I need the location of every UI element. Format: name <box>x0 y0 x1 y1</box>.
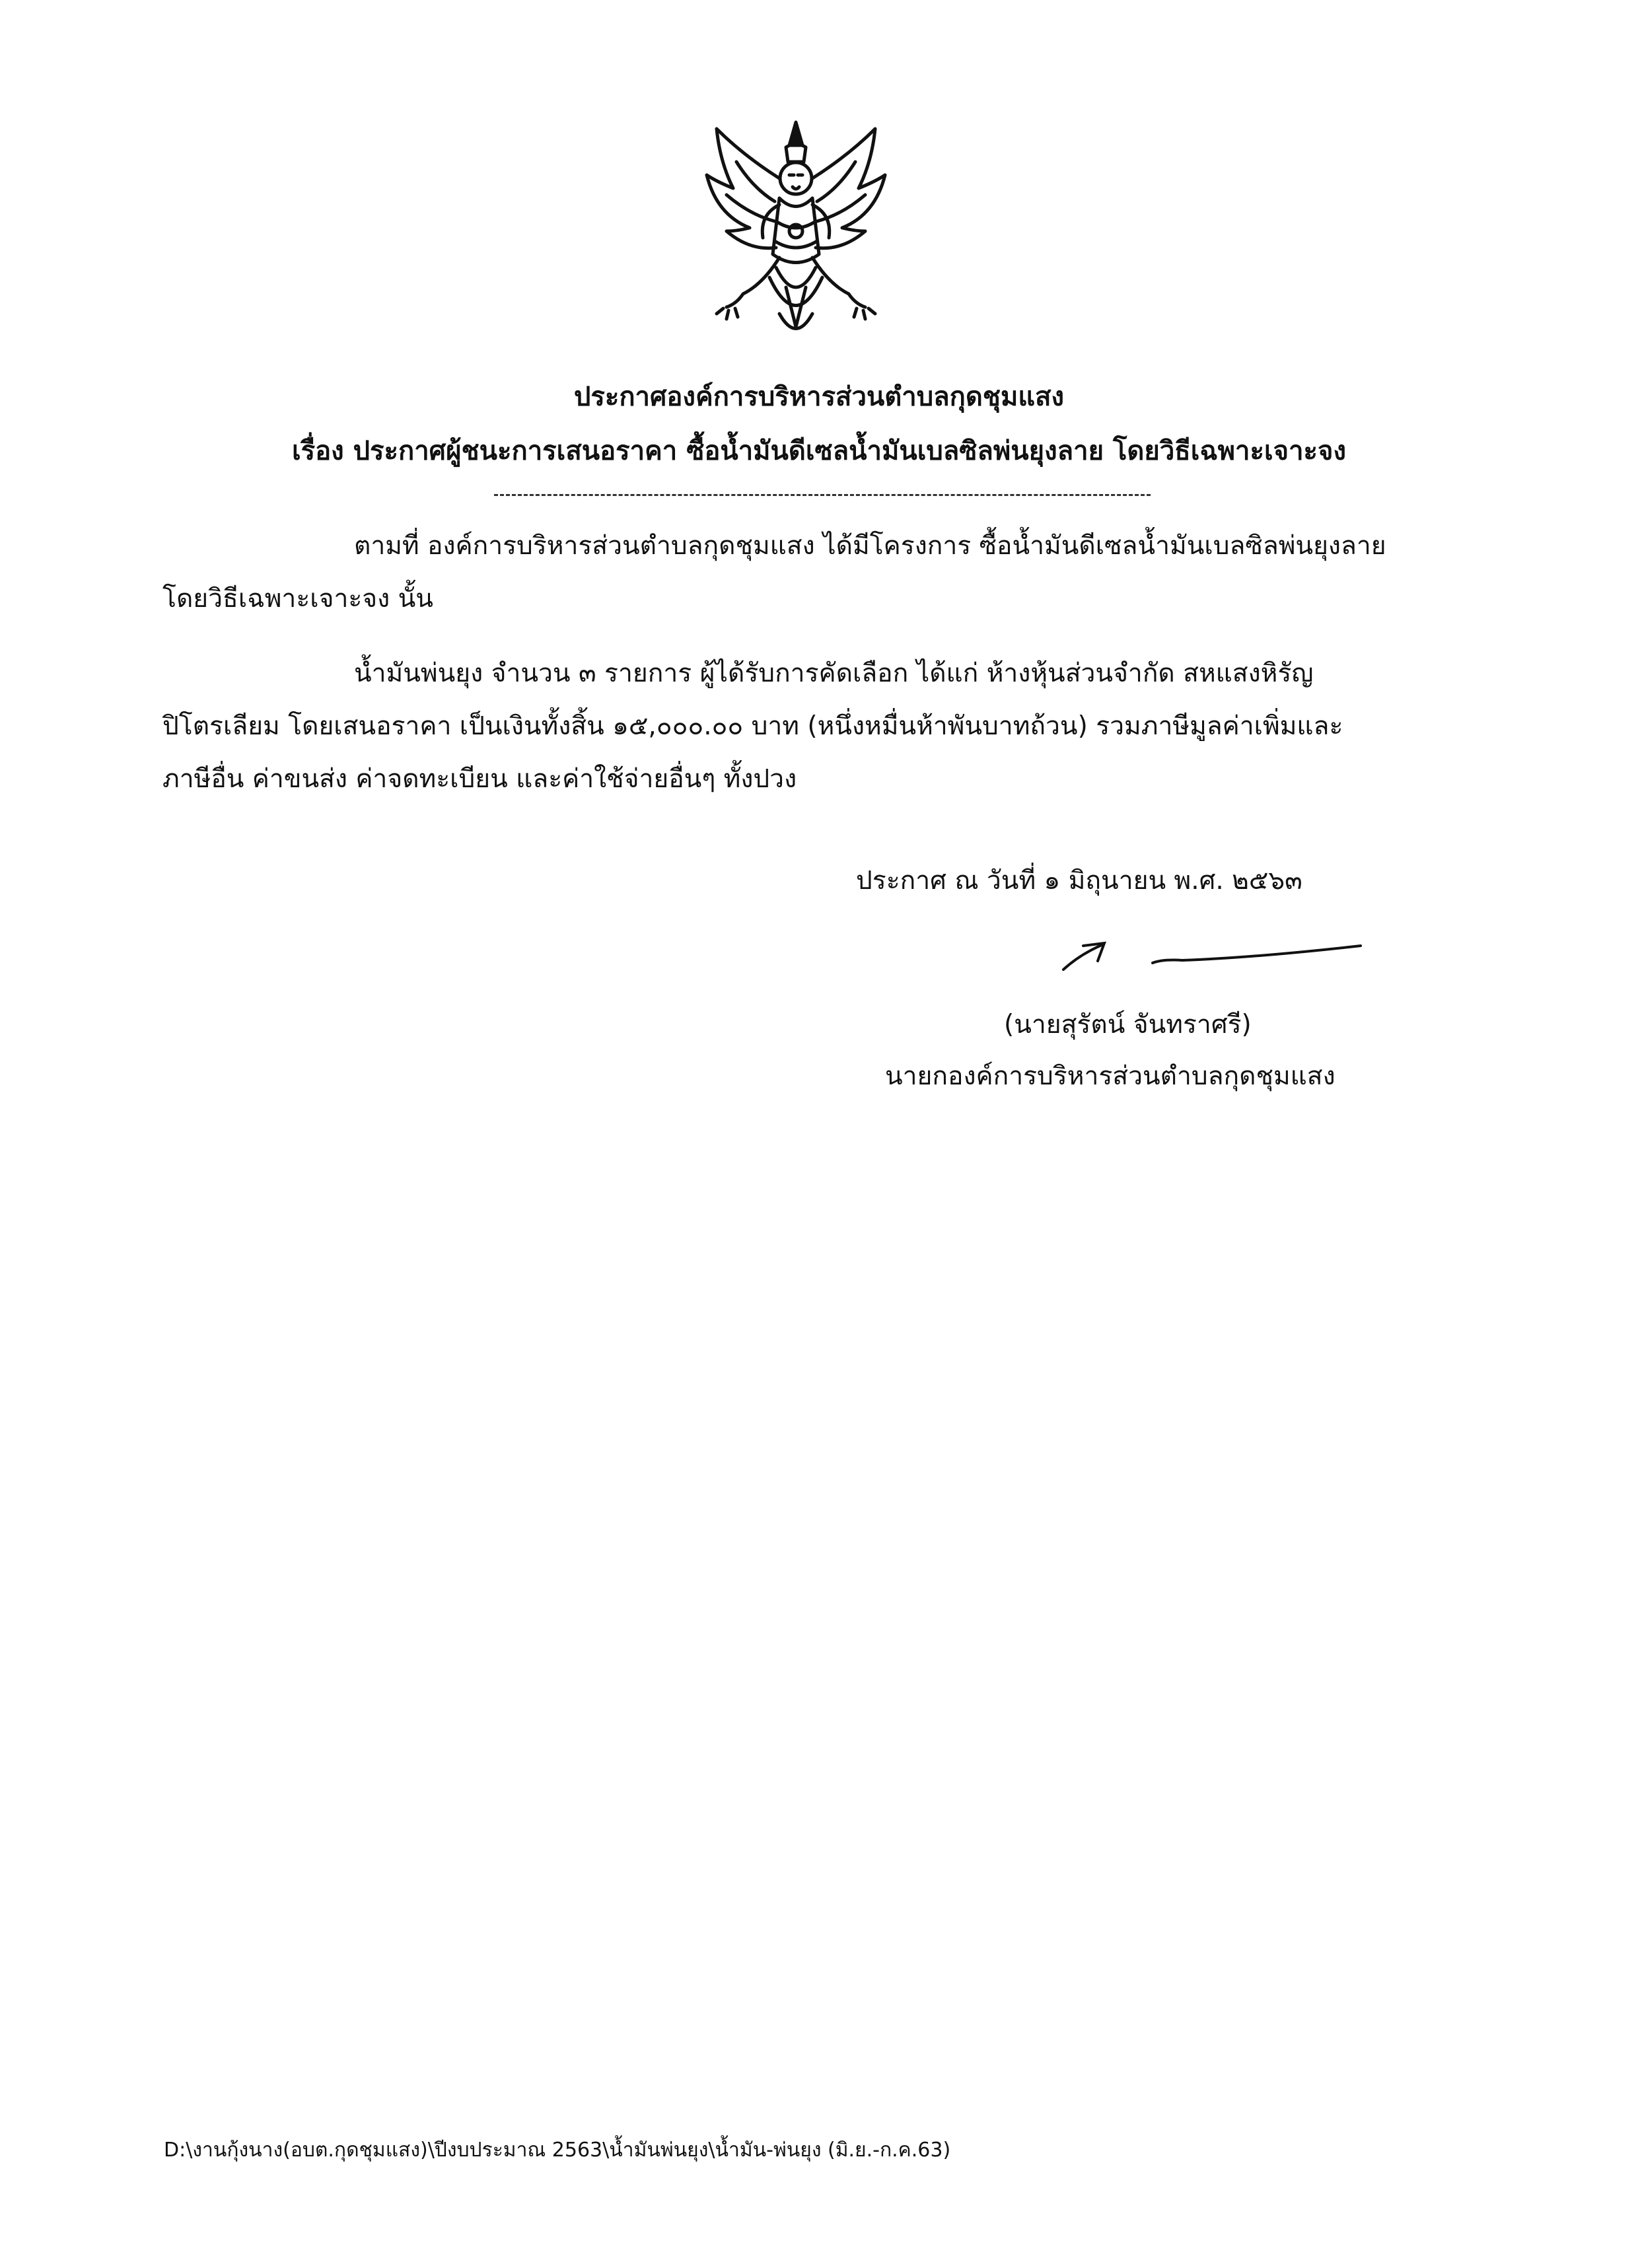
divider-rule <box>494 494 1151 496</box>
signatory-name: (นายสุรัตน์ จันทราศรี) <box>1004 1010 1252 1040</box>
para2-line3: ภาษีอื่น ค่าขนส่ง ค่าจดทะเบียน และค่าใช้จ่ายอื่นๆ ทั้งปวง <box>162 764 797 794</box>
para1-line1: ตามที่ องค์การบริหารส่วนตำบลกุดชุมแสง ได้มีโครงการ ซื้อน้ำมันดีเซลน้ำมันเบลซิลพ่นยุงลาย <box>354 531 1386 561</box>
handwritten-signature <box>1057 931 1374 984</box>
garuda-emblem <box>697 116 895 353</box>
para1-line2: โดยวิธีเฉพาะเจาะจง นั้น <box>162 584 433 614</box>
announcement-date: ประกาศ ณ วันที่ ๑ มิถุนายน พ.ศ. ๒๕๖๓ <box>856 866 1302 896</box>
announcement-title: ประกาศองค์การบริหารส่วนตำบลกุดชุมแสง <box>573 382 1065 412</box>
signatory-position: นายกองค์การบริหารส่วนตำบลกุดชุมแสง <box>885 1061 1335 1091</box>
para2-line1: น้ำมันพ่นยุง จำนวน ๓ รายการ ผู้ได้รับการคัดเลือก ได้แก่ ห้างหุ้นส่วนจำกัด สหแสงหิรัญ <box>354 658 1314 688</box>
announcement-subject: เรื่อง ประกาศผู้ชนะการเสนอราคา ซื้อน้ำมันดีเซลน้ำมันเบลซิลพ่นยุงลาย โดยวิธีเฉพาะเจาะจง <box>292 436 1346 466</box>
para2-line2: ปิโตรเลียม โดยเสนอราคา เป็นเงินทั้งสิ้น ๑๕,๐๐๐.๐๐ บาท (หนึ่งหมื่นห้าพันบาทถ้วน) รวมภาษีมูลค่าเพิ่มและ <box>162 711 1343 741</box>
file-path-footer: D:\งานกุ้งนาง(อบต.กุดชุมแสง)\ปีงบประมาณ 2563\น้ำมันพ่นยุง\น้ำมัน-พ่นยุง (มิ.ย.-ก.ค.63) <box>164 2139 951 2162</box>
